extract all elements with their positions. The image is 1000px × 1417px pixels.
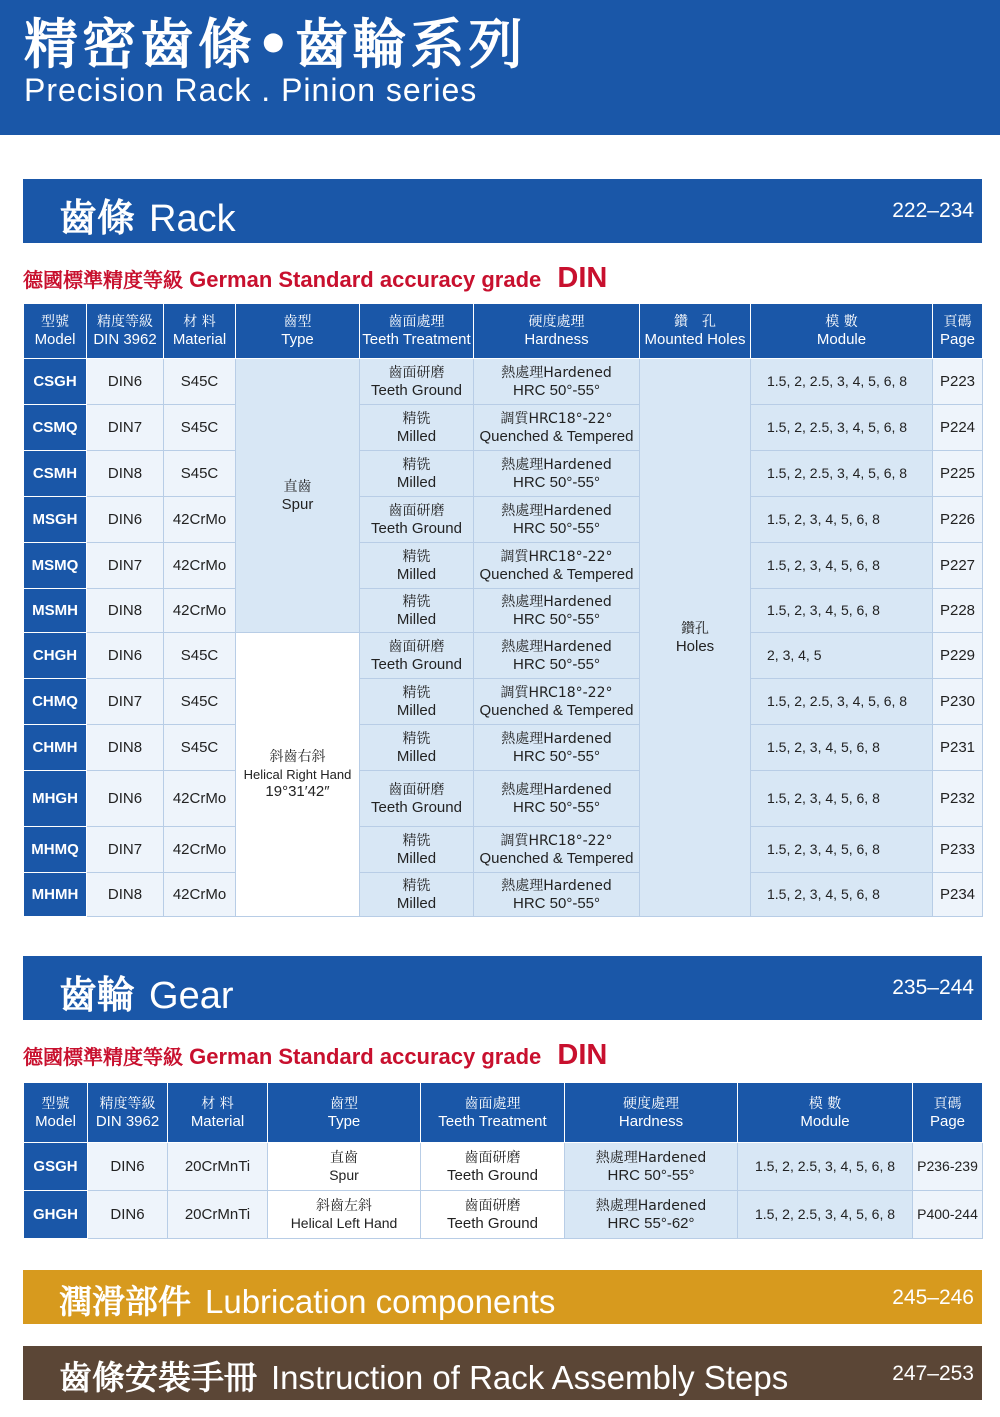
treatment-cell: 齒面研磨 Teeth Ground (421, 1191, 565, 1239)
col-page: 頁碼 Page (913, 1083, 983, 1143)
page-title-en: Precision Rack . Pinion series (24, 72, 478, 108)
grade-cell: DIN8 (87, 725, 164, 771)
table-row (24, 1191, 983, 1239)
module-cell: 2, 3, 4, 5 (751, 633, 933, 679)
grade-cell: DIN6 (87, 359, 164, 405)
rack-header-row (24, 304, 983, 359)
grade-cell: DIN6 (88, 1143, 168, 1191)
type-cell: 斜齒左斜 Helical Left Hand (268, 1191, 421, 1239)
table-row (24, 771, 983, 827)
model-cell: MSMQ (24, 543, 87, 589)
rack-grade-heading (23, 262, 607, 295)
page-cell: P236-239 (913, 1143, 983, 1191)
page-cell: P227 (933, 543, 983, 589)
module-cell: 1.5, 2, 2.5, 3, 4, 5, 6, 8 (738, 1143, 913, 1191)
material-cell: S45C (164, 451, 236, 497)
model-cell: MHMQ (24, 827, 87, 873)
module-cell: 1.5, 2, 3, 4, 5, 6, 8 (751, 497, 933, 543)
gear-grade-din: DIN (557, 1039, 608, 1071)
module-cell: 1.5, 2, 3, 4, 5, 6, 8 (751, 589, 933, 633)
rack-grade-en: German Standard accuracy grade (189, 267, 542, 292)
hardness-cell: 熱處理Hardened HRC 50°-55° (474, 633, 640, 679)
assembly-section-band[interactable] (23, 1346, 982, 1400)
col-model: 型號 Model (24, 1083, 88, 1143)
rack-section-band[interactable] (23, 179, 982, 243)
table-row (24, 1143, 983, 1191)
hardness-cell: 熱處理Hardened HRC 50°-55° (474, 725, 640, 771)
lubrication-section-band[interactable] (23, 1270, 982, 1324)
grade-cell: DIN7 (87, 405, 164, 451)
model-cell: MSGH (24, 497, 87, 543)
table-row (24, 633, 983, 679)
model-cell: CSMQ (24, 405, 87, 451)
module-cell: 1.5, 2, 3, 4, 5, 6, 8 (751, 543, 933, 589)
col-grade: 精度等級 DIN 3962 (88, 1083, 168, 1143)
gear-section-band[interactable] (23, 956, 982, 1020)
page-title-zh: 精密齒條•齒輪系列 (24, 13, 527, 76)
material-cell: 42CrMo (164, 497, 236, 543)
rack-page-range: 222–234 (892, 199, 974, 222)
model-cell: CHMQ (24, 679, 87, 725)
material-cell: S45C (164, 679, 236, 725)
treatment-cell: 精铣 Milled (360, 543, 474, 589)
assembly-page-range: 247–253 (892, 1362, 974, 1385)
treatment-cell: 精铣 Milled (360, 725, 474, 771)
table-row (24, 451, 983, 497)
hardness-cell: 調質HRC18°-22° Quenched & Tempered (474, 827, 640, 873)
grade-cell: DIN6 (88, 1191, 168, 1239)
type-cell-spur: 直齒 Spur (236, 359, 360, 633)
hardness-cell: 調質HRC18°-22° Quenched & Tempered (474, 543, 640, 589)
col-type: 齒型 Type (236, 304, 360, 359)
gear-page-range: 235–244 (892, 976, 974, 999)
model-cell: GHGH (24, 1191, 88, 1239)
grade-cell: DIN8 (87, 589, 164, 633)
holes-cell: 鑽孔 Holes (640, 359, 751, 917)
page-cell: P232 (933, 771, 983, 827)
module-cell: 1.5, 2, 3, 4, 5, 6, 8 (751, 725, 933, 771)
table-row (24, 827, 983, 873)
model-cell: CSMH (24, 451, 87, 497)
gear-grade-en: German Standard accuracy grade (189, 1044, 542, 1069)
col-grade: 精度等級 DIN 3962 (87, 304, 164, 359)
treatment-cell: 齒面研磨 Teeth Ground (360, 359, 474, 405)
table-row (24, 589, 983, 633)
type-cell: 直齒 Spur (268, 1143, 421, 1191)
hardness-cell: 熱處理Hardened HRC 55°-62° (565, 1191, 738, 1239)
col-model: 型號 Model (24, 304, 87, 359)
treatment-cell: 齒面研磨 Teeth Ground (360, 771, 474, 827)
col-type: 齒型 Type (268, 1083, 421, 1143)
rack-grade-zh: 德國標準精度等級 (23, 268, 183, 292)
grade-cell: DIN7 (87, 827, 164, 873)
grade-cell: DIN8 (87, 451, 164, 497)
col-treatment: 齒面處理 Teeth Treatment (360, 304, 474, 359)
gear-title-en: Gear (149, 975, 234, 1017)
table-row (24, 405, 983, 451)
hardness-cell: 熱處理Hardened HRC 50°-55° (565, 1143, 738, 1191)
treatment-cell: 齒面研磨 Teeth Ground (360, 633, 474, 679)
assembly-title-en: Instruction of Rack Assembly Steps (271, 1359, 789, 1396)
material-cell: 42CrMo (164, 589, 236, 633)
page-cell: P228 (933, 589, 983, 633)
page-cell: P231 (933, 725, 983, 771)
page-cell: P400-244 (913, 1191, 983, 1239)
treatment-cell: 齒面研磨 Teeth Ground (421, 1143, 565, 1191)
material-cell: S45C (164, 405, 236, 451)
table-row (24, 543, 983, 589)
model-cell: CHMH (24, 725, 87, 771)
hardness-cell: 熱處理Hardened HRC 50°-55° (474, 497, 640, 543)
grade-cell: DIN7 (87, 543, 164, 589)
table-row (24, 725, 983, 771)
lubrication-page-range: 245–246 (892, 1286, 974, 1309)
col-hardness: 硬度處理 Hardness (474, 304, 640, 359)
col-module: 模 數 Module (751, 304, 933, 359)
table-row (24, 497, 983, 543)
hardness-cell: 熱處理Hardened HRC 50°-55° (474, 589, 640, 633)
hardness-cell: 調質HRC18°-22° Quenched & Tempered (474, 405, 640, 451)
treatment-cell: 精铣 Milled (360, 873, 474, 917)
material-cell: 42CrMo (164, 827, 236, 873)
hardness-cell: 熱處理Hardened HRC 50°-55° (474, 873, 640, 917)
gear-grade-zh: 德國標準精度等級 (23, 1045, 183, 1069)
model-cell: CHGH (24, 633, 87, 679)
col-holes: 鑽 孔 Mounted Holes (640, 304, 751, 359)
module-cell: 1.5, 2, 3, 4, 5, 6, 8 (751, 873, 933, 917)
material-cell: 20CrMnTi (168, 1143, 268, 1191)
rack-title-en: Rack (149, 198, 236, 240)
type-cell-helical: 斜齒右斜 Helical Right Hand 19°31′42″ (236, 633, 360, 917)
treatment-cell: 精铣 Milled (360, 679, 474, 725)
material-cell: S45C (164, 633, 236, 679)
grade-cell: DIN6 (87, 771, 164, 827)
gear-title-zh: 齒輪 (59, 973, 136, 1017)
col-treatment: 齒面處理 Teeth Treatment (421, 1083, 565, 1143)
treatment-cell: 精铣 Milled (360, 589, 474, 633)
rack-title-zh: 齒條 (59, 196, 136, 240)
hardness-cell: 熱處理Hardened HRC 50°-55° (474, 771, 640, 827)
page-cell: P233 (933, 827, 983, 873)
assembly-title-zh: 齒條安裝手冊 (59, 1358, 257, 1397)
page-cell: P230 (933, 679, 983, 725)
page-cell: P224 (933, 405, 983, 451)
treatment-cell: 齒面研磨 Teeth Ground (360, 497, 474, 543)
material-cell: 20CrMnTi (168, 1191, 268, 1239)
gear-grade-heading (23, 1039, 607, 1072)
page-cell: P223 (933, 359, 983, 405)
col-hardness: 硬度處理 Hardness (565, 1083, 738, 1143)
material-cell: 42CrMo (164, 771, 236, 827)
grade-cell: DIN7 (87, 679, 164, 725)
grade-cell: DIN6 (87, 497, 164, 543)
col-material: 材 料 Material (168, 1083, 268, 1143)
hardness-cell: 熱處理Hardened HRC 50°-55° (474, 359, 640, 405)
treatment-cell: 精铣 Milled (360, 405, 474, 451)
material-cell: 42CrMo (164, 873, 236, 917)
page-cell: P226 (933, 497, 983, 543)
rack-grade-din: DIN (557, 262, 608, 294)
col-module: 模 數 Module (738, 1083, 913, 1143)
module-cell: 1.5, 2, 3, 4, 5, 6, 8 (751, 771, 933, 827)
page-header (0, 0, 1000, 135)
page-cell: P234 (933, 873, 983, 917)
module-cell: 1.5, 2, 2.5, 3, 4, 5, 6, 8 (751, 451, 933, 497)
hardness-cell: 調質HRC18°-22° Quenched & Tempered (474, 679, 640, 725)
page-cell: P225 (933, 451, 983, 497)
gear-table (23, 1082, 983, 1239)
grade-cell: DIN8 (87, 873, 164, 917)
module-cell: 1.5, 2, 2.5, 3, 4, 5, 6, 8 (751, 405, 933, 451)
table-row (24, 359, 983, 405)
table-row (24, 679, 983, 725)
gear-header-row (24, 1083, 983, 1143)
grade-cell: DIN6 (87, 633, 164, 679)
model-cell: GSGH (24, 1143, 88, 1191)
model-cell: MSMH (24, 589, 87, 633)
material-cell: 42CrMo (164, 543, 236, 589)
module-cell: 1.5, 2, 2.5, 3, 4, 5, 6, 8 (738, 1191, 913, 1239)
material-cell: S45C (164, 359, 236, 405)
treatment-cell: 精铣 Milled (360, 451, 474, 497)
material-cell: S45C (164, 725, 236, 771)
model-cell: MHMH (24, 873, 87, 917)
rack-table (23, 303, 983, 917)
page-cell: P229 (933, 633, 983, 679)
col-page: 頁碼 Page (933, 304, 983, 359)
module-cell: 1.5, 2, 2.5, 3, 4, 5, 6, 8 (751, 359, 933, 405)
model-cell: MHGH (24, 771, 87, 827)
table-row (24, 873, 983, 917)
col-material: 材 料 Material (164, 304, 236, 359)
model-cell: CSGH (24, 359, 87, 405)
module-cell: 1.5, 2, 2.5, 3, 4, 5, 6, 8 (751, 679, 933, 725)
module-cell: 1.5, 2, 3, 4, 5, 6, 8 (751, 827, 933, 873)
lubrication-title-zh: 潤滑部件 (59, 1282, 191, 1321)
treatment-cell: 精铣 Milled (360, 827, 474, 873)
hardness-cell: 熱處理Hardened HRC 50°-55° (474, 451, 640, 497)
lubrication-title-en: Lubrication components (205, 1283, 556, 1320)
